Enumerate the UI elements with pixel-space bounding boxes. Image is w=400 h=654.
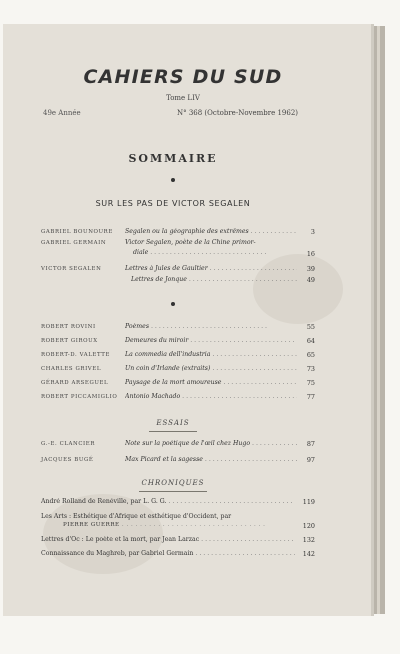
toc-work: Segalen ou la géographie des extrêmes . . . (125, 228, 297, 235)
divider-line (149, 431, 197, 432)
toc-page: 77 (306, 393, 315, 401)
journal-cover (3, 24, 371, 616)
toc-page: 75 (306, 379, 315, 387)
toc-work: Lettres de Jonque . . . (131, 276, 297, 283)
sommaire-heading: SOMMAIRE (128, 152, 218, 165)
toc-author: VICTOR SEGALEN (41, 266, 102, 272)
toc-author: JACQUES BUGÉ (41, 457, 94, 463)
toc-author: ROBERT PICCAMIGLIO (41, 394, 118, 400)
toc-page: 120 (302, 522, 315, 530)
toc-author: CHARLES GRIVEL (41, 366, 102, 372)
toc-page: 16 (306, 250, 315, 258)
toc-page: 3 (310, 228, 315, 236)
toc-work: La commedia dell'industria . . . (125, 351, 297, 358)
annee-label: 49e Année (43, 109, 81, 117)
divider-line (139, 491, 207, 492)
toc-work-continued: diale . . . (133, 249, 297, 256)
toc-author: G.-E. CLANCIER (41, 441, 95, 447)
toc-author: ROBERT-D. VALETTE (41, 352, 110, 358)
toc-work: Poèmes . . . (125, 323, 297, 330)
toc-page: 39 (306, 265, 315, 273)
toc-work: Un coin d'Irlande (extraits) . . . (125, 365, 297, 372)
toc-page: 49 (306, 276, 315, 284)
toc-page: 132 (302, 536, 315, 544)
bullet-dot (171, 302, 175, 306)
essais-heading: ESSAIS (156, 419, 190, 427)
chronique-entry: Connaissance du Maghreb, par Gabriel Germain . . . (41, 550, 295, 557)
toc-page: 55 (306, 323, 315, 331)
toc-author: GABRIEL GERMAIN (41, 240, 107, 246)
chroniques-heading: CHRONIQUES (141, 479, 205, 487)
toc-page: 142 (302, 550, 315, 558)
toc-author: GÉRARD ARSEGUEL (41, 380, 109, 386)
toc-page: 97 (306, 456, 315, 464)
toc-work: Note sur la poétique de l'œil chez Hugo . . . (125, 440, 297, 447)
toc-page: 64 (306, 337, 315, 345)
toc-work: Victor Segalen, poète de la Chine primor- (125, 239, 256, 246)
journal-title: CAHIERS DU SUD (83, 66, 283, 88)
toc-page: 119 (302, 498, 315, 506)
tome-label: Tome LIV (166, 94, 200, 102)
paper-stain (43, 494, 163, 574)
bullet-dot (171, 178, 175, 182)
section-title: SUR LES PAS DE VICTOR SEGALEN (95, 199, 251, 208)
toc-work: Paysage de la mort amoureuse . . . (125, 379, 297, 386)
toc-author: GABRIEL BOUNOURE (41, 229, 113, 235)
chronique-entry: André Rolland de Renéville, par L. G. G. . . . (41, 498, 295, 505)
toc-page: 73 (306, 365, 315, 373)
issue-number: N° 368 (Octobre-Novembre 1962) (177, 109, 299, 117)
toc-page: 87 (306, 440, 315, 448)
toc-author: ROBERT GIROUX (41, 338, 98, 344)
chronique-entry: Les Arts : Esthétique d'Afrique et esthétique d'Occident, par (41, 513, 232, 520)
chronique-entry: Lettres d'Oc : Le poète et la mort, par Jean Larzac . . . (41, 536, 295, 543)
toc-work: Lettres à Jules de Gaultier . . . (125, 265, 297, 272)
toc-page: 65 (306, 351, 315, 359)
toc-work: Max Picard et la sagesse . . . (125, 456, 297, 463)
chronique-entry-continued: PIERRE GUERRE . . . (63, 522, 295, 528)
toc-work: Antonio Machado . . . (125, 393, 297, 400)
toc-author: ROBERT ROVINI (41, 324, 96, 330)
toc-work: Demeures du miroir . . . (125, 337, 297, 344)
book-spine (371, 26, 385, 614)
